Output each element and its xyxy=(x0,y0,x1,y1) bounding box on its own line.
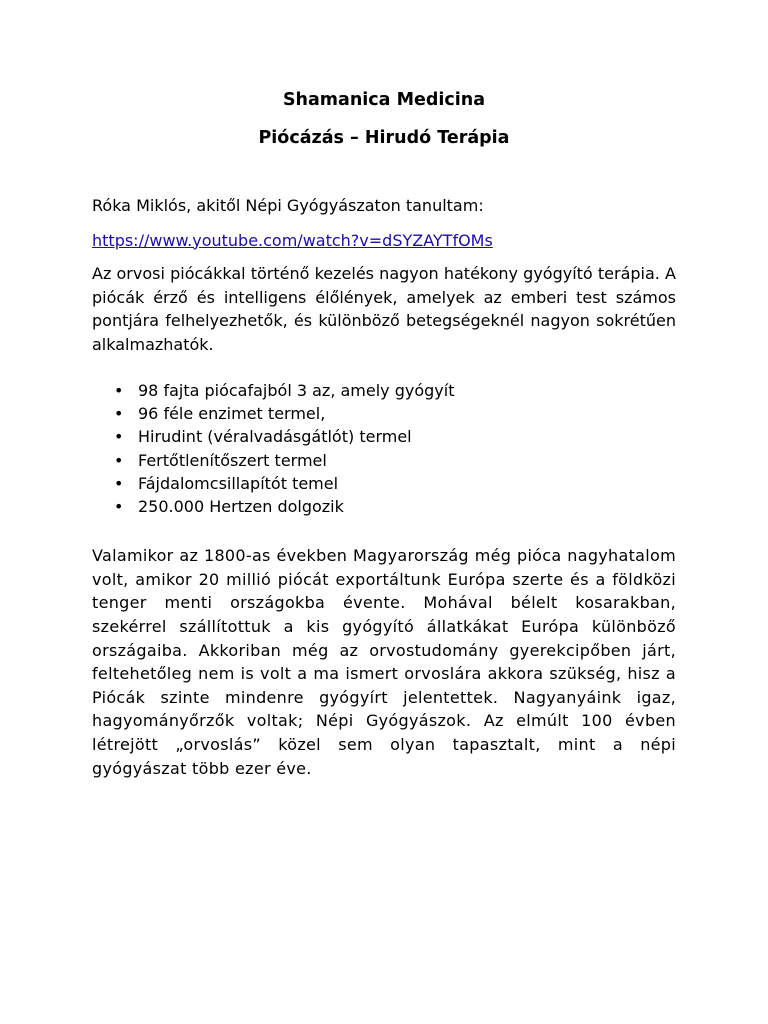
facts-list xyxy=(92,379,676,518)
list-item: • Hirudint (véralvadásgátlót) termel xyxy=(92,425,676,448)
document-title: Shamanica Medicina xyxy=(282,90,486,110)
list-item: • 96 féle enzimet termel, xyxy=(92,402,676,425)
document-subtitle: Piócázás – Hirudó Terápia xyxy=(258,128,510,148)
paragraph-history: Valamikor az 1800-as években Magyarország még pióca nagyhatalom volt, amikor 20 millió piócát exportáltunk Európa szerte és a földközi tenger menti országokba évente. Mohával bélelt kosarakban, szekérrel szállítottuk a kis gyógyító állatkákat Európa különböző országaiba. Akkoriban még az orvostudomány gyerekcipőben járt, feltehetőleg nem is volt a ma ismert orvoslára akkora szükség, hisz a Piócák szinte mindenre gyógyírt jelentettek. Nagyanyáink igaz, hagyományőrzők voltak; Népi Gyógyászok. Az elmúlt 100 évben létrejött „orvoslás” közel sem olyan tapasztalt, mint a népi gyógyászat több ezer éve. xyxy=(92,546,676,778)
youtube-link[interactable]: https://www.youtube.com/watch?v=dSYZAYTfOMs xyxy=(92,230,493,250)
intro-text: Róka Miklós, akitől Népi Gyógyászaton tanultam: xyxy=(92,196,484,215)
list-item: • 98 fajta piócafajból 3 az, amely gyógyít xyxy=(92,379,676,402)
list-item: • 250.000 Hertzen dolgozik xyxy=(92,495,676,518)
list-item: • Fájdalomcsillapítót temel xyxy=(92,472,676,495)
document-page xyxy=(92,88,676,780)
paragraph-intro: Az orvosi piócákkal történő kezelés nagyon hatékony gyógyító terápia. A piócák érző és intelligens élőlények, amelyek az emberi test számos pontjára felhelyezhetők, és különböző betegségeknél nagyon sokrétűen alkalmazhatók. xyxy=(92,264,676,354)
list-item: • Fertőtlenítőszert termel xyxy=(92,449,676,472)
